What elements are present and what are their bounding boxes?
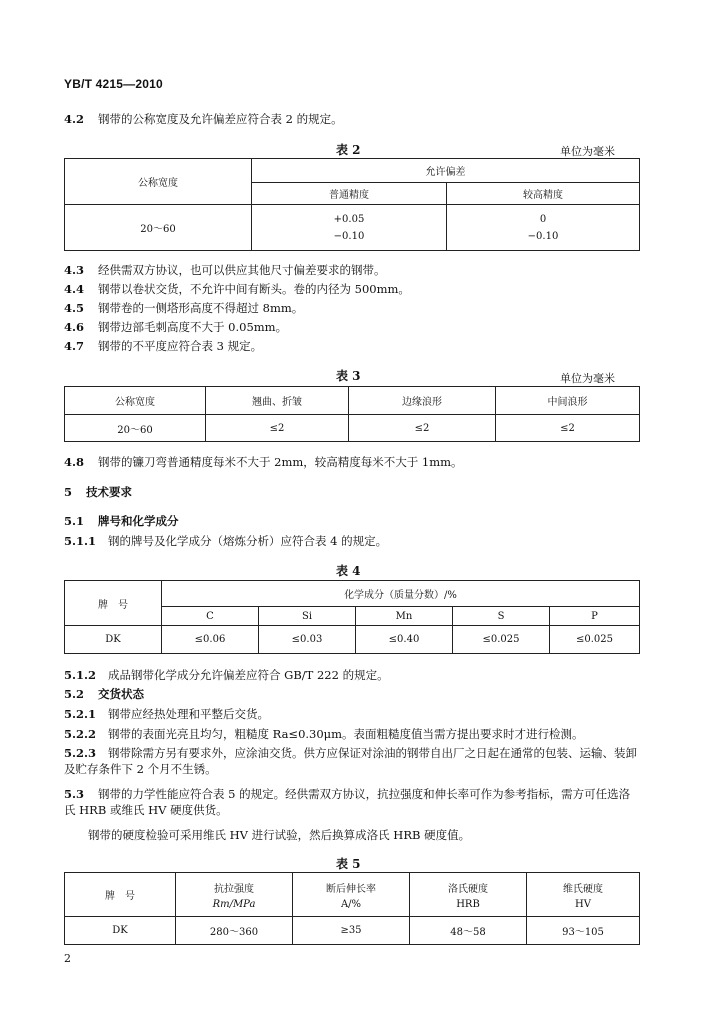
- table2-caption: 表 2: [336, 143, 361, 157]
- clause-4-4: 4.4 钢带以卷状交货，不允许中间有断头。卷的内径为 500mm。: [64, 282, 410, 296]
- standard-number: YB/T 4215—2010: [64, 77, 163, 91]
- table5-r-hv: 93～105: [527, 917, 640, 945]
- table3-c1: 20～60: [65, 415, 206, 442]
- table5: [64, 872, 640, 945]
- table4-h-s: S: [453, 607, 550, 626]
- table3-c2: ≤2: [206, 415, 349, 442]
- table2-h-tol: 允许偏差: [252, 159, 640, 183]
- table2-h-high: 较高精度: [447, 183, 640, 205]
- table4-h-p: P: [550, 607, 640, 626]
- table5-h-hrb: 洛氏硬度 HRB: [410, 873, 527, 917]
- clause-5-1-1: 5.1.1 钢的牌号及化学成分（熔炼分析）应符合表 4 的规定。: [64, 534, 388, 548]
- table4-h-mn: Mn: [356, 607, 453, 626]
- table3: [64, 386, 640, 442]
- clause-5-3: 5.3 钢带的力学性能应符合表 5 的规定。经供需双方协议，抗拉强度和伸长率可作为参考指标，需方可任选洛氏 HRB 或维氏 HV 硬度供货。: [64, 787, 631, 817]
- table5-h-rm: 抗拉强度 Rm/MPa: [176, 873, 293, 917]
- table5-r-hrb: 48～58: [410, 917, 527, 945]
- table5-r-rm: 280～360: [176, 917, 293, 945]
- clause-5-1-2: 5.1.2 成品钢带化学成分允许偏差应符合 GB/T 222 的规定。: [64, 668, 389, 682]
- table4-h-comp: 化学成分（质量分数）/%: [162, 581, 640, 607]
- page-number: 2: [64, 952, 71, 965]
- table2: [64, 158, 640, 251]
- clause-4-3: 4.3 经供需双方协议，也可以供应其他尺寸偏差要求的钢带。: [64, 263, 386, 277]
- table4-r-mn: ≤0.40: [356, 626, 453, 654]
- table5-h-a: 断后伸长率 A/%: [293, 873, 410, 917]
- table4-caption: 表 4: [336, 564, 361, 578]
- table4-r-p: ≤0.025: [550, 626, 640, 654]
- clause-4-2: 4.2 钢带的公称宽度及允许偏差应符合表 2 的规定。: [64, 112, 343, 126]
- clause-5-2: 5.2 交货状态: [64, 687, 144, 701]
- clause-4-5: 4.5 钢带卷的一侧塔形高度不得超过 8mm。: [64, 301, 304, 315]
- table5-h-hv: 维氏硬度 HV: [527, 873, 640, 917]
- table4-h-si: Si: [259, 607, 356, 626]
- table2-r-normal: +0.05 −0.10: [252, 205, 447, 251]
- table4-h-c: C: [162, 607, 259, 626]
- table2-h-normal: 普通精度: [252, 183, 447, 205]
- table5-h-grade: 牌 号: [65, 873, 176, 917]
- table3-c3: ≤2: [349, 415, 496, 442]
- table4-h-grade: 牌 号: [65, 581, 162, 626]
- clause-4-8: 4.8 钢带的镰刀弯普通精度每米不大于 2mm，较高精度每米不大于 1mm。: [64, 455, 463, 469]
- table2-r-high: 0 −0.10: [447, 205, 640, 251]
- table2-r-width: 20～60: [65, 205, 252, 251]
- table2-unit: 单位为毫米: [560, 145, 615, 158]
- table4: [64, 580, 640, 654]
- clause-5-1: 5.1 牌号和化学成分: [64, 514, 179, 528]
- table4-r-grade: DK: [65, 626, 162, 654]
- hardness-paragraph: 钢带的硬度检验可采用维氏 HV 进行试验，然后换算成洛氏 HRB 硬度值。: [88, 828, 471, 842]
- clause-5-2-1: 5.2.1 钢带应经热处理和平整后交货。: [64, 707, 269, 721]
- table5-r-a: ≥35: [293, 917, 410, 945]
- table4-r-s: ≤0.025: [453, 626, 550, 654]
- clause-5-2-3: 5.2.3 钢带除需方另有要求外，应涂油交货。供方应保证对涂油的钢带自出厂之日起在通常的包装、运输、装卸及贮存条件下 2 个月不生锈。: [64, 746, 637, 776]
- table2-h-width: 公称宽度: [65, 159, 252, 205]
- clause-4-6: 4.6 钢带边部毛刺高度不大于 0.05mm。: [64, 320, 288, 334]
- table4-r-si: ≤0.03: [259, 626, 356, 654]
- table5-r-grade: DK: [65, 917, 176, 945]
- table3-h2: 翘曲、折皱: [206, 387, 349, 415]
- table3-h4: 中间浪形: [496, 387, 640, 415]
- table3-h3: 边缘浪形: [349, 387, 496, 415]
- clause-5-2-2: 5.2.2 钢带的表面光亮且均匀，粗糙度 Ra≤0.30μm。表面粗糙度值当需方提出要求时才进行检测。: [64, 727, 584, 741]
- table3-c4: ≤2: [496, 415, 640, 442]
- table3-h1: 公称宽度: [65, 387, 206, 415]
- table3-unit: 单位为毫米: [560, 372, 615, 385]
- table5-caption: 表 5: [336, 857, 361, 871]
- table4-r-c: ≤0.06: [162, 626, 259, 654]
- section-5: 5 技术要求: [64, 485, 132, 499]
- table3-caption: 表 3: [336, 369, 361, 383]
- clause-4-7: 4.7 钢带的不平度应符合表 3 规定。: [64, 339, 263, 353]
